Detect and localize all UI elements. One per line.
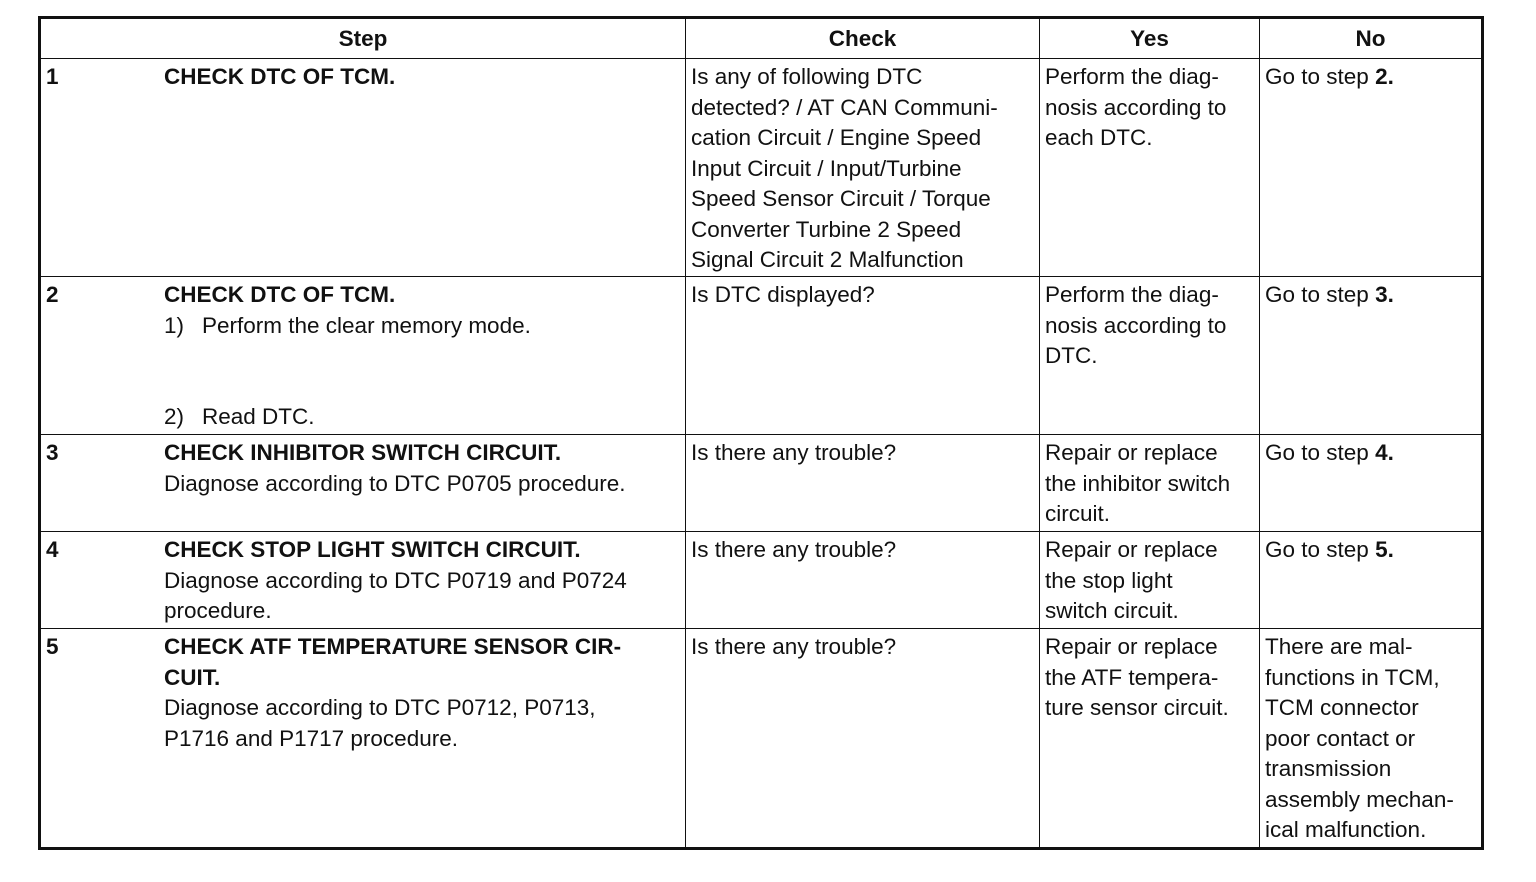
check-line: Converter Turbine 2 Speed	[691, 216, 962, 242]
yes-line: the inhibitor switch	[1045, 470, 1231, 496]
yes-line: ture sensor circuit.	[1045, 695, 1229, 720]
no-prefix: Go to step	[1265, 537, 1376, 562]
step-cell	[40, 59, 686, 277]
check-line: Is there any trouble?	[691, 537, 897, 562]
check-cell	[686, 435, 1040, 532]
check-cell	[686, 277, 1040, 435]
step-number: 3	[46, 440, 59, 465]
table-header-row	[40, 18, 1483, 59]
check-line: Input Circuit / Input/Turbine	[691, 155, 962, 181]
step-cell	[40, 532, 686, 629]
yes-line: Repair or replace	[1045, 634, 1218, 659]
no-cell	[1260, 629, 1483, 849]
no-prefix: Go to step	[1265, 440, 1376, 465]
check-line: Is any of following DTC	[691, 64, 923, 89]
table-row	[40, 532, 1483, 629]
header-check: Check	[686, 18, 1040, 59]
step-number: 1	[46, 64, 59, 89]
step-description: Diagnose according to DTC P0705 procedure.	[164, 470, 626, 496]
substep-number: 1)	[164, 312, 185, 338]
check-line: Signal Circuit 2 Malfunction	[691, 247, 964, 272]
yes-line: Perform the diag-	[1045, 282, 1219, 307]
no-line: transmission	[1265, 756, 1392, 781]
step-title: CUIT.	[164, 664, 221, 690]
step-cell	[40, 435, 686, 532]
substep	[164, 311, 681, 342]
no-line: TCM connector	[1265, 695, 1419, 720]
step-title: CHECK DTC OF TCM.	[164, 282, 396, 307]
check-line: Is there any trouble?	[691, 440, 897, 465]
no-step-link: 5.	[1375, 537, 1394, 562]
step-title: CHECK ATF TEMPERATURE SENSOR CIR-	[164, 634, 622, 659]
check-line: detected? / AT CAN Communi-	[691, 94, 998, 120]
yes-line: DTC.	[1045, 343, 1098, 368]
yes-cell	[1040, 532, 1260, 629]
no-cell	[1260, 532, 1483, 629]
yes-cell	[1040, 59, 1260, 277]
check-line: Speed Sensor Circuit / Torque	[691, 186, 991, 211]
step-number: 5	[46, 634, 59, 659]
step-number: 2	[46, 282, 59, 307]
no-line: ical malfunction.	[1265, 817, 1427, 842]
step-cell	[40, 277, 686, 435]
step-number: 4	[46, 537, 59, 562]
table-row	[40, 435, 1483, 532]
yes-line: nosis according to	[1045, 94, 1227, 120]
yes-line: Perform the diag-	[1045, 64, 1219, 89]
yes-cell	[1040, 277, 1260, 435]
no-line: assembly mechan-	[1265, 786, 1454, 812]
yes-line: the stop light	[1045, 567, 1173, 593]
substep-text: Read DTC.	[202, 404, 315, 429]
step-description: Diagnose according to DTC P0719 and P0724	[164, 567, 627, 593]
no-step-link: 4.	[1375, 440, 1394, 465]
no-cell	[1260, 59, 1483, 277]
yes-line: switch circuit.	[1045, 598, 1179, 623]
no-cell	[1260, 277, 1483, 435]
table-row	[40, 277, 1483, 435]
check-line: Is DTC displayed?	[691, 282, 875, 307]
substep-text: Perform the clear memory mode.	[202, 312, 531, 338]
check-cell	[686, 59, 1040, 277]
step-cell	[40, 629, 686, 849]
yes-line: Repair or replace	[1045, 440, 1218, 465]
step-title: CHECK STOP LIGHT SWITCH CIRCUIT.	[164, 537, 581, 562]
check-line: cation Circuit / Engine Speed	[691, 125, 982, 150]
step-title: CHECK INHIBITOR SWITCH CIRCUIT.	[164, 440, 562, 465]
diagnostic-table	[38, 16, 1484, 850]
header-no: No	[1260, 18, 1483, 59]
no-prefix: Go to step	[1265, 282, 1376, 307]
yes-line: the ATF tempera-	[1045, 664, 1219, 690]
step-description: procedure.	[164, 598, 272, 623]
step-title: CHECK DTC OF TCM.	[164, 64, 396, 89]
header-yes: Yes	[1040, 18, 1260, 59]
no-step-link: 2.	[1375, 64, 1394, 89]
table-row	[40, 629, 1483, 849]
yes-cell	[1040, 629, 1260, 849]
yes-line: nosis according to	[1045, 312, 1227, 338]
header-step: Step	[40, 18, 686, 59]
yes-line: each DTC.	[1045, 125, 1153, 150]
substep-number: 2)	[164, 404, 185, 429]
yes-cell	[1040, 435, 1260, 532]
check-cell	[686, 532, 1040, 629]
no-step-link: 3.	[1375, 282, 1394, 307]
yes-line: circuit.	[1045, 501, 1111, 526]
check-cell	[686, 629, 1040, 849]
check-line: Is there any trouble?	[691, 634, 897, 659]
no-line: poor contact or	[1265, 725, 1416, 751]
no-line: functions in TCM,	[1265, 664, 1440, 690]
yes-line: Repair or replace	[1045, 537, 1218, 562]
no-cell	[1260, 435, 1483, 532]
substep	[164, 402, 681, 433]
step-description: Diagnose according to DTC P0712, P0713,	[164, 695, 596, 720]
table-row	[40, 59, 1483, 277]
step-description: P1716 and P1717 procedure.	[164, 725, 458, 751]
no-prefix: Go to step	[1265, 64, 1376, 89]
no-line: There are mal-	[1265, 634, 1413, 659]
